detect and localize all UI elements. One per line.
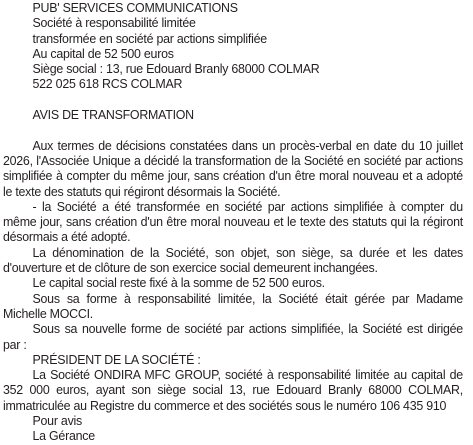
paragraph-capital: Le capital social reste fixé à la somme de 52 500 euros. xyxy=(32,276,325,291)
paragraph-new-direction: Sous sa nouvelle forme de société par actions simplifiée, la Société est dirigée par : xyxy=(2,322,463,352)
company-rcs-number: 522 025 618 RCS COLMAR xyxy=(32,77,183,92)
paragraph-decision: Aux termes de décisions constatées dans un procès-verbal en date du 10 juillet 2026, l'Associée Unique a décidé la transformation de la Société en société par actions simplifiée à compter du même jour, sans création d'un être moral nouveau et a adopté le texte des statuts qui régiront désormais la Société. xyxy=(2,138,463,199)
company-name: PUB' SERVICES COMMUNICATIONS xyxy=(32,1,238,15)
paragraph-president: La Société ONDIRA MFC GROUP, société à responsabilité limitée au capital de 352 000 euros, ayant son siège social 13, rue Edouard Branly 68000 COLMAR, immatriculée au Registre du commerce et des sociétés sous le numéro 106 435 910 xyxy=(2,368,463,413)
paragraph-former-manager: Sous sa forme à responsabilité limitée, la Société était gérée par Madame Michelle MOCCI. xyxy=(2,291,463,321)
company-legal-form: Société à responsabilité limitée xyxy=(32,16,196,31)
closing-line: Pour avis xyxy=(32,414,83,429)
company-transformation-form: transformée en société par actions simplifiée xyxy=(32,31,267,46)
paragraph-transformation: - la Société a été transformée en société par actions simplifiée à compter du même jour, sans création d'un être moral nouveau et le texte des statuts qui la régiront désormais a été adopté. xyxy=(2,199,463,245)
paragraph-unchanged-details: La dénomination de la Société, son objet, son siège, sa durée et les dates d'ouverture et de clôture de son exercice social demeurent inchangées. xyxy=(2,245,463,276)
notice-title: AVIS DE TRANSFORMATION xyxy=(32,108,194,123)
spacer xyxy=(3,123,463,138)
spacer xyxy=(3,93,463,108)
company-registered-office: Siège social : 13, rue Edouard Branly 68000 COLMAR xyxy=(32,62,320,77)
president-heading: PRÉSIDENT DE LA SOCIÉTÉ : xyxy=(32,352,201,367)
company-capital: Au capital de 52 500 euros xyxy=(32,46,174,61)
signature-line: La Gérance xyxy=(32,429,95,444)
